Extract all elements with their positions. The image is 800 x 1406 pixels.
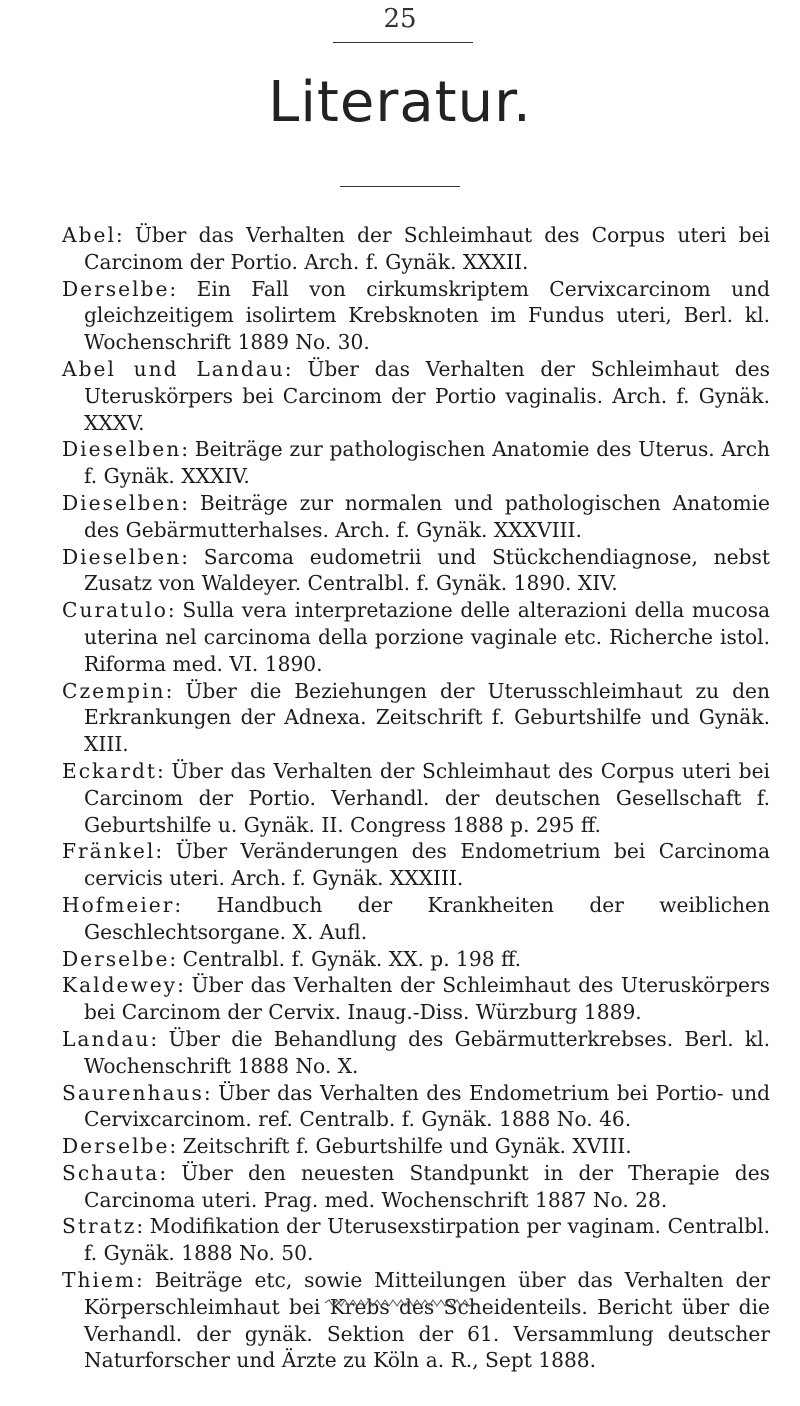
bibliography-entry [62, 597, 770, 677]
bibliography-entry [62, 222, 770, 276]
bibliography-entry [62, 1080, 770, 1134]
entry-separator: : [169, 946, 183, 971]
entry-author: Hofmeier [62, 892, 175, 917]
entry-text: Beiträge zur pathologischen Anatomie des Uterus. Arch f. Gynäk. XXXIV. [84, 437, 771, 489]
entry-separator: : [157, 758, 172, 783]
entry-separator: : [159, 1160, 182, 1185]
bibliography-entry [62, 276, 770, 356]
bibliography-entry [62, 678, 770, 758]
entry-separator: : [150, 1026, 169, 1051]
entry-text: Über die Behandlung des Gebärmutterkrebses. Berl. kl. Wochenschrift 1888 No. X. [84, 1026, 770, 1078]
entry-author: Dieselben [62, 544, 182, 569]
bibliography-entry [62, 758, 770, 838]
bibliography-entry [62, 946, 770, 973]
bibliography-entry [62, 1160, 770, 1214]
entry-text: Über das Verhalten der Schleimhaut des Uteruskörpers bei Carcinom der Portio vaginalis. Arch. f. Gynäk. XXXV. [84, 356, 770, 435]
entry-text: Über das Verhalten der Schleimhaut des Uteruskörpers bei Carcinom der Cervix. Inaug.-Diss. Würzburg 1889. [84, 973, 770, 1025]
entry-author: Thiem [62, 1268, 137, 1293]
entry-author: Kaldewey [62, 973, 178, 998]
entry-author: Czempin [62, 678, 166, 703]
entry-separator: : [169, 276, 197, 301]
entry-author: Derselbe [62, 1134, 170, 1159]
entry-separator: : [136, 1268, 155, 1293]
entry-separator: : [169, 1134, 183, 1159]
bibliography-list [62, 222, 770, 1374]
entry-text: Über Veränderungen des Endometrium bei Carcinoma cervicis uteri. Arch. f. Gynäk. XXXIII. [84, 839, 770, 891]
bibliography-entry [62, 1133, 770, 1160]
bibliography-entry [62, 972, 770, 1026]
entry-text: Handbuch der Krankheiten der weiblichen Geschlechtsorgane. X. Aufl. [84, 892, 771, 944]
entry-text: Zeitschrift f. Geburtshilfe und Gynäk. XVIII. [182, 1134, 632, 1159]
bibliography-entry [62, 356, 770, 436]
entry-text: Beiträge etc, sowie Mitteilungen über das Verhalten der Körperschleimhaut bei Krebs des Scheidenteils. Bericht über die Verhandl. der gynäk. Sektion der 61. Versammlung deutscher Naturforscher und Ärzte zu Köln a. R., Sept 1888. [84, 1268, 770, 1373]
entry-separator: : [174, 892, 217, 917]
entry-text: Ein Fall von cirkumskriptem Cervixcarcinom und gleichzeitigem isolirtem Krebsknoten im Fundus uteri, Berl. kl. Wochenschrift 1889 No. 30. [84, 276, 771, 355]
bibliography-entry [62, 1267, 770, 1374]
entry-text: Über den neuesten Standpunkt in der Therapie des Carcinoma uteri. Prag. med. Wochenschrift 1887 No. 28. [84, 1160, 770, 1212]
entry-separator: : [181, 437, 195, 462]
entry-author: Schauta [62, 1160, 160, 1185]
entry-separator: : [177, 973, 192, 998]
entry-text: Centralbl. f. Gynäk. XX. p. 198 ff. [182, 946, 522, 971]
entry-text: Über die Beziehungen der Uterusschleimhaut zu den Erkrankungen der Adnexa. Zeitschrift f. Geburtshilfe und Gynäk. XIII. [84, 678, 771, 757]
entry-text: Sarcoma eudometrii und Stückchendiagnose, nebst Zusatz von Waldeyer. Centralbl. f. Gynäk. 1890. XIV. [84, 544, 770, 596]
page-title: Literatur. [268, 70, 532, 135]
entry-separator: : [115, 223, 135, 247]
entry-separator: : [181, 544, 204, 569]
bibliography-entry [62, 892, 770, 946]
entry-author: Abel und Landau [62, 356, 285, 381]
entry-author: Derselbe [62, 276, 170, 301]
entry-author: Landau [62, 1026, 151, 1051]
entry-author: Dieselben [62, 437, 182, 462]
entry-text: Über das Verhalten der Schleimhaut des Corpus uteri bei Carcinom der Portio. Arch. f. Gynäk. XXXII. [84, 223, 770, 274]
entry-author: Eckardt [62, 758, 157, 783]
entry-separator: : [155, 839, 176, 864]
entry-separator: : [165, 678, 186, 703]
bibliography-entry [62, 544, 770, 598]
title-rule [340, 186, 460, 187]
page-number-rule [333, 42, 473, 43]
entry-author: Abel [62, 223, 116, 247]
bibliography-entry [62, 1026, 770, 1080]
entry-separator: : [136, 1214, 150, 1239]
bibliography-entry [62, 490, 770, 544]
entry-text: Über das Verhalten der Schleimhaut des Corpus uteri bei Carcinom der Portio. Verhandl. der deutschen Gesellschaft f. Geburtshilfe u. Gynäk. II. Congress 1888 p. 295 ff. [84, 758, 770, 837]
page-number: 25 [383, 4, 417, 34]
bibliography-entry [62, 436, 770, 490]
entry-text: Beiträge zur normalen und pathologischen Anatomie des Gebärmutterhalses. Arch. f. Gynäk. XXXVIII. [84, 490, 771, 542]
bibliography-entry [62, 838, 770, 892]
entry-separator: : [167, 598, 183, 623]
entry-author: Stratz [62, 1214, 137, 1239]
entry-text: Sulla vera interpretazione delle alterazioni della mucosa uterina nel carcinoma della porzione vaginale etc. Richerche istol. Riforma med. VI. 1890. [84, 598, 770, 676]
entry-separator: : [181, 490, 200, 515]
entry-author: Curatulo [62, 598, 168, 623]
entry-author: Fränkel [62, 839, 156, 864]
entry-text: Modifikation der Uterusexstirpation per vaginam. Centralbl. f. Gynäk. 1888 No. 50. [84, 1214, 771, 1266]
entry-author: Saurenhaus [62, 1080, 204, 1105]
entry-author: Dieselben [62, 490, 182, 515]
entry-author: Derselbe [62, 946, 170, 971]
entry-separator: : [284, 356, 308, 381]
entry-text: Über das Verhalten des Endometrium bei Portio- und Cervixcarcinom. ref. Centralb. f. Gynäk. 1888 No. 46. [84, 1080, 771, 1132]
end-ornament [325, 1298, 475, 1308]
bibliography-entry [62, 1213, 770, 1267]
entry-separator: : [203, 1080, 219, 1105]
